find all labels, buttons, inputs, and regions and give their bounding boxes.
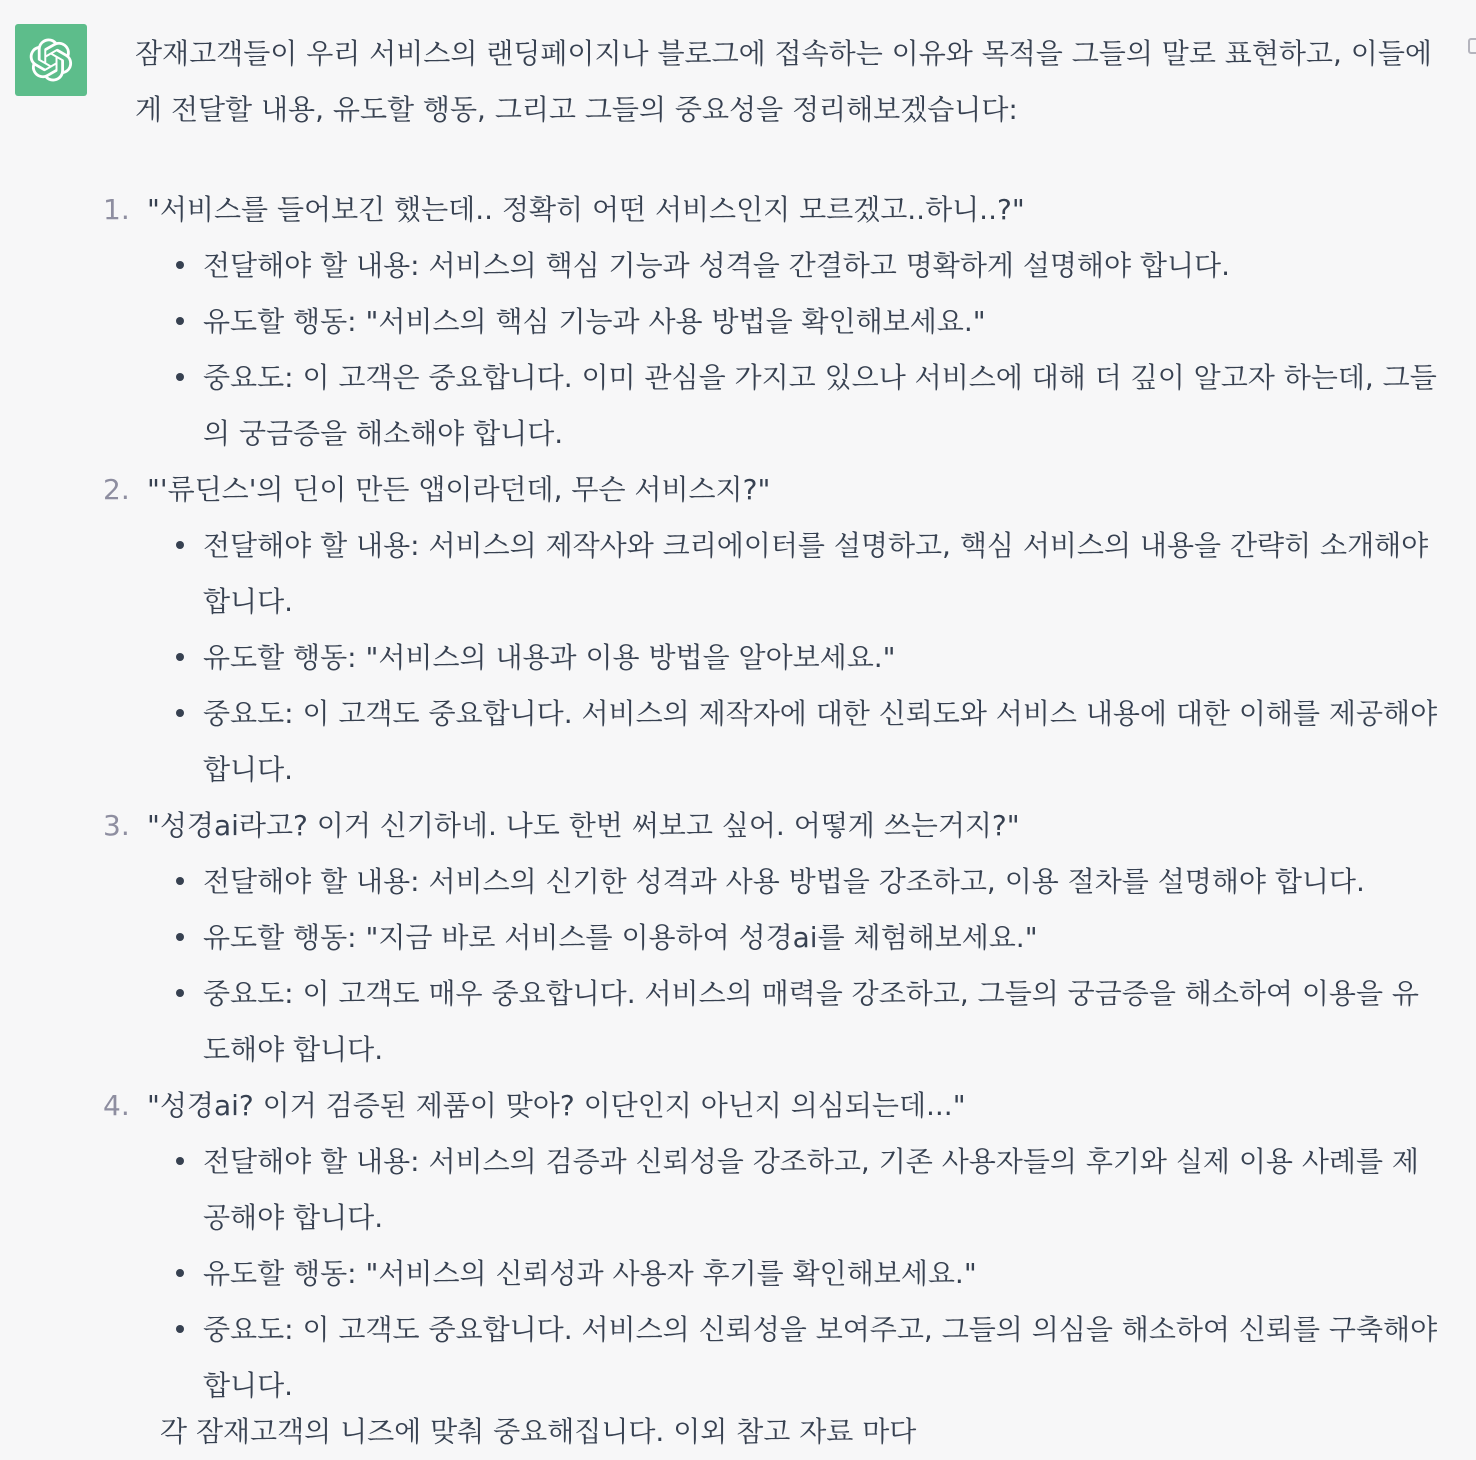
point-action: 유도할 행동: "서비스의 핵심 기능과 사용 방법을 확인해보세요." [203,305,986,338]
bullet-icon [176,653,184,661]
detail-list [147,238,1440,462]
list-item [203,854,1440,910]
point-content: 전달해야 할 내용: 서비스의 제작사와 크리에이터를 설명하고, 핵심 서비스의 내용을 간략히 소개해야 합니다. [203,529,1429,618]
list-item [103,462,1440,798]
point-importance: 중요도: 이 고객도 중요합니다. 서비스의 신뢰성을 보여주고, 그들의 의심을 해소하여 신뢰를 구축해야 합니다. [203,1313,1438,1402]
list-number: 2. [103,473,130,506]
point-content: 전달해야 할 내용: 서비스의 검증과 신뢰성을 강조하고, 기존 사용자들의 후기와 실제 이용 사례를 제공해야 합니다. [203,1145,1419,1234]
list-item [203,1246,1440,1302]
bullet-icon [176,1157,184,1165]
persona-list [103,182,1440,1414]
persona-quote: "성경ai? 이거 검증된 제품이 맞아? 이단인지 아닌지 의심되는데..." [147,1089,966,1122]
point-importance: 중요도: 이 고객도 중요합니다. 서비스의 제작자에 대한 신뢰도와 서비스 내용에 대한 이해를 제공해야 합니다. [203,697,1438,786]
persona-quote: "성경ai라고? 이거 신기하네. 나도 한번 써보고 싶어. 어떻게 쓰는거지?" [147,809,1020,842]
list-item [103,182,1440,462]
bullet-icon [176,541,184,549]
list-number: 3. [103,809,130,842]
persona-quote: "'류딘스'의 딘이 만든 앱이라던데, 무슨 서비스지?" [147,473,771,506]
point-action: 유도할 행동: "서비스의 신뢰성과 사용자 후기를 확인해보세요." [203,1257,977,1290]
list-item [203,238,1440,294]
list-item [203,294,1440,350]
detail-list [147,854,1440,1078]
point-content: 전달해야 할 내용: 서비스의 신기한 성격과 사용 방법을 강조하고, 이용 절차를 설명해야 합니다. [203,865,1365,898]
list-item [203,910,1440,966]
bullet-icon [176,1269,184,1277]
point-action: 유도할 행동: "서비스의 내용과 이용 방법을 알아보세요." [203,641,896,674]
bullet-icon [176,989,184,997]
openai-logo-icon [29,38,73,82]
list-number: 4. [103,1089,130,1122]
list-item [203,1134,1440,1246]
bullet-icon [176,373,184,381]
bullet-icon [176,933,184,941]
detail-list [147,1134,1440,1414]
persona-quote: "서비스를 들어보긴 했는데.. 정확히 어떤 서비스인지 모르겠고..하니..?" [147,193,1025,226]
point-importance: 중요도: 이 고객도 매우 중요합니다. 서비스의 매력을 강조하고, 그들의 궁금증을 해소하여 이용을 유도해야 합니다. [203,977,1419,1066]
list-item [203,350,1440,462]
point-importance: 중요도: 이 고객은 중요합니다. 이미 관심을 가지고 있으나 서비스에 대해 더 깊이 알고자 하는데, 그들의 궁금증을 해소해야 합니다. [203,361,1437,450]
assistant-avatar [15,24,87,96]
detail-list [147,518,1440,798]
bullet-icon [176,877,184,885]
point-action: 유도할 행동: "지금 바로 서비스를 이용하여 성경ai를 체험해보세요." [203,921,1038,954]
copy-icon[interactable] [1466,36,1476,58]
bullet-icon [176,317,184,325]
list-item [203,518,1440,630]
cutoff-text: 각 잠재고객의 니즈에 맞춰 중요해집니다. 이외 참고 자료 마다 [160,1415,917,1448]
list-item [203,686,1440,798]
list-item [203,1302,1440,1414]
list-item [103,1078,1440,1414]
bullet-icon [176,261,184,269]
list-item [203,630,1440,686]
point-content: 전달해야 할 내용: 서비스의 핵심 기능과 성격을 간결하고 명확하게 설명해야 합니다. [203,249,1230,282]
list-number: 1. [103,193,130,226]
bullet-icon [176,709,184,717]
bullet-icon [176,1325,184,1333]
list-item [203,966,1440,1078]
intro-paragraph: 잠재고객들이 우리 서비스의 랜딩페이지나 블로그에 접속하는 이유와 목적을 그들의 말로 표현하고, 이들에게 전달할 내용, 유도할 행동, 그리고 그들의 중요성을 정리해보겠습니다: [135,37,1432,126]
assistant-message [103,26,1440,1414]
list-item [103,798,1440,1078]
